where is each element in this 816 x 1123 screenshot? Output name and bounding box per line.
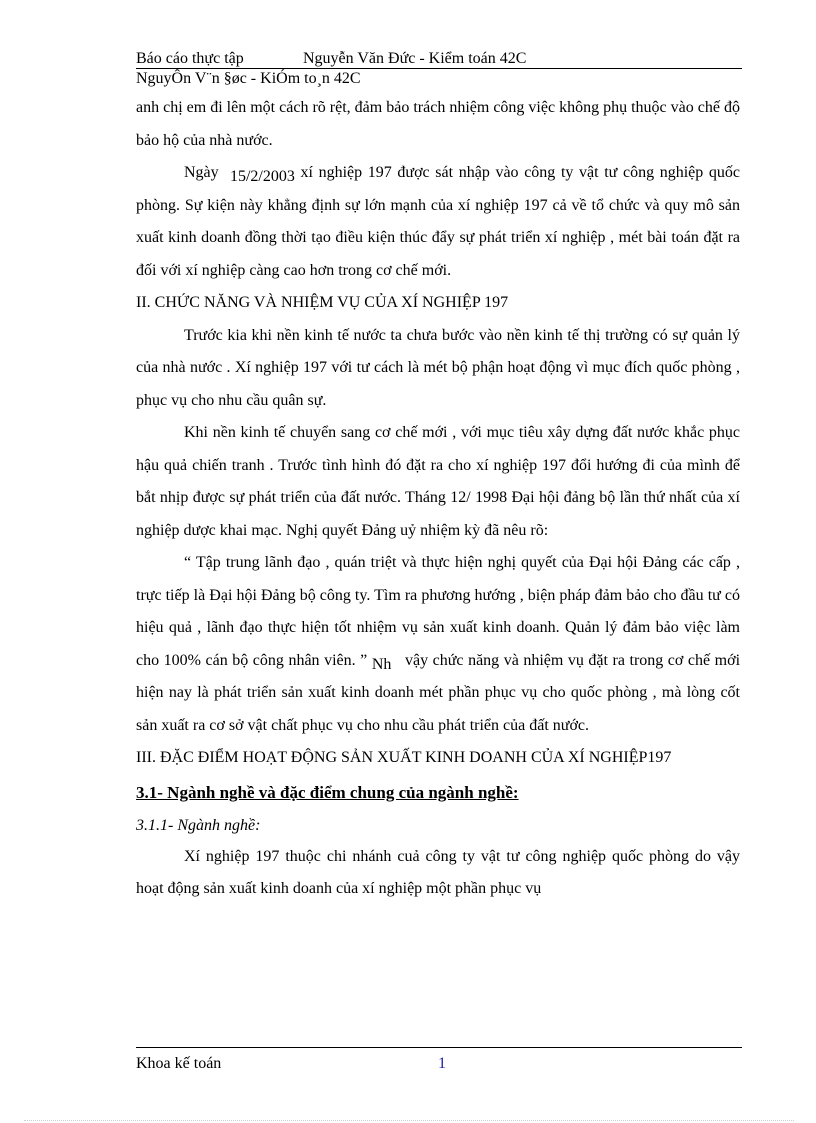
paragraph: Trước kia khi nền kinh tế nước ta chưa bước vào nền kinh tế thị trường có sự quản lý của nhà nước . Xí nghiệp 197 với tư cách là mét bộ phận hoạt động vì mục đích quốc phòng , phục vụ cho nhu cầu quân sự. [136, 326, 740, 409]
quote-text: “ Tập trung lãnh đạo , quán triệt và thực hiện nghị quyết của Đại hội Đảng các cấp , trực tiếp là Đại hội Đảng bộ công ty. Tìm ra phương hướng , biện pháp đảm bảo cho đầu tư có hiệu quả , lãnh đạo thực hiện tốt nhiệm vụ sản xuất kinh doanh. Quản lý đảm bảo việc làm cho 100% cán bộ công nhân viên. ” [136, 554, 740, 669]
quote-paragraph [136, 547, 740, 742]
paragraph: Khi nền kinh tế chuyển sang cơ chế mới , với mục tiêu xây dựng đất nước khắc phục hậu quả chiến tranh . Trước tình hình đó đặt ra cho xí nghiệp 197 đổi hướng đi của mình để bắt nhịp được sự phát triển của đất nước. Tháng 12/ 1998 Đại hội đảng bộ lần thứ nhất của xí nghiệp dược khai mạc. Nghị quyết Đảng uỷ nhiệm kỳ đã nêu rõ: [136, 424, 740, 539]
header-rule [136, 68, 742, 69]
quote-rest: vậy chức năng và nhiệm vụ đặt ra trong cơ chế mới hiện nay là phát triển sản xuất kinh doanh mét phần phục vụ cho quốc phòng , mà lòng cốt sản xuất ra cơ sở vật chất phục vụ cho nhu cầu phát triển của đất nước. [136, 651, 741, 734]
footer-rule [136, 1047, 742, 1048]
paragraph-date [136, 157, 740, 287]
garbled-author-line: NguyÔn V¨n §øc - KiÓm to¸n 42C [136, 70, 361, 87]
paragraph-rest: xí nghiệp 197 được sát nhập vào công ty vật tư công nghiệp quốc phòng. Sự kiện này khẳng định sự lớn mạnh của xí nghiệp 197 cả về tổ chức và quy mô sản xuất kinh doanh đồng thời tạo điều kiện thúc đẩy sự phát triển xí nghiệp , mét bài toán đặt ra đối với xí nghiệp càng cao hơn trong cơ chế mới. [136, 164, 741, 279]
section-heading-2: II. CHỨC NĂNG VÀ NHIỆM VỤ CỦA XÍ NGHIỆP 197 [136, 294, 509, 311]
report-label: Báo cáo thực tập [136, 50, 244, 67]
author-label: Nguyễn Văn Đức - Kiểm toán 42C [303, 50, 527, 67]
paragraph: anh chị em đi lên một cách rõ rệt, đảm bảo trách nhiệm công việc không phụ thuộc vào chế độ bảo hộ của nhà nước. [136, 99, 740, 149]
subsection-heading: 3.1- Ngành nghề và đặc điểm chung của ngành nghề: [136, 782, 519, 802]
subsubsection-heading: 3.1.1- Ngành nghề: [136, 816, 261, 834]
footer-department: Khoa kế toán [136, 1055, 222, 1072]
body-text [136, 92, 740, 906]
paragraph-prefix: Ngày [184, 164, 219, 181]
page-number: 1 [438, 1055, 446, 1072]
nh-fragment: Nh [371, 655, 392, 673]
page-break-dotted-line [24, 1120, 794, 1121]
paragraph: Xí nghiệp 197 thuộc chi nhánh cuả công ty vật tư công nghiệp quốc phòng do vậy hoạt động sản xuất kinh doanh của xí nghiệp một phần phục vụ [136, 847, 740, 897]
running-header [136, 50, 527, 68]
section-heading-3: III. ĐẶC ĐIỂM HOẠT ĐỘNG SẢN XUẤT KINH DOANH CỦA XÍ NGHIỆP197 [136, 749, 672, 766]
date-value: 15/2/2003 [229, 168, 295, 185]
